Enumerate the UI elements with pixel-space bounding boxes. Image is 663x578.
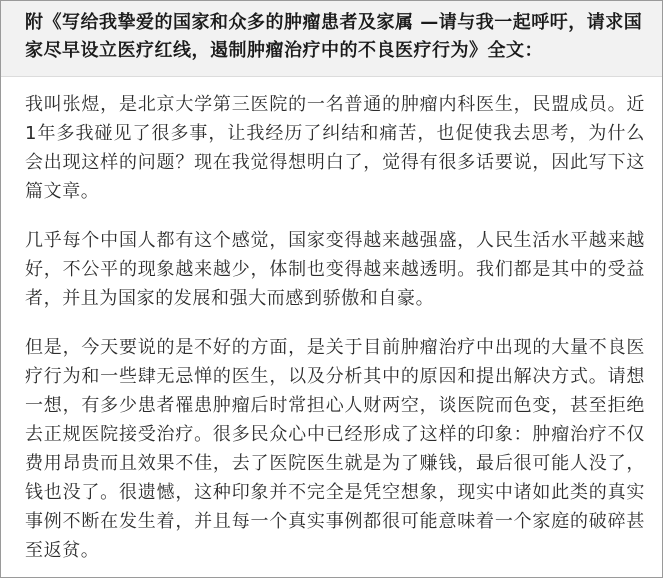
paragraph-intro: 我叫张煜，是北京大学第三医院的一名普通的肿瘤内科医生，民盟成员。近1年多我碰见了很多事，让我经历了纠结和痛苦，也促使我去思考，为什么会出现这样的问题？现在我觉得想明白了，觉得有很多话要说，因此写下这篇文章。: [25, 94, 645, 202]
article-title: 附《写给我挚爱的国家和众多的肿瘤患者及家属 —请与我一起呼吁，请求国家尽早设立医疗红线，遏制肿瘤治疗中的不良医疗行为》全文：: [25, 12, 643, 61]
paragraph-context: 几乎每个中国人都有这个感觉，国家变得越来越强盛，人民生活水平越来越好，不公平的现象越来越少，体制也变得越来越透明。我们都是其中的受益者，并且为国家的发展和强大而感到骄傲和自豪。: [25, 230, 645, 309]
title-header: [1, 1, 662, 77]
paragraph-problem: 但是，今天要说的是不好的方面，是关于目前肿瘤治疗中出现的大量不良医疗行为和一些肆无忌惮的医生，以及分析其中的原因和提出解决方式。请想一想，有多少患者罹患肿瘤后时常担心人财两空，谈医院而色变，甚至拒绝去正规医院接受治疗。很多民众心中已经形成了这样的印象：肿瘤治疗不仅费用昂贵而且效果不佳，去了医院医生就是为了赚钱，最后很可能人没了，钱也没了。很遗憾，这种印象并不完全是凭空想象，现实中诸如此类的真实事例不断在发生着，并且每一个真实事例都很可能意味着一个家庭的破碎甚至返贫。: [25, 337, 645, 561]
